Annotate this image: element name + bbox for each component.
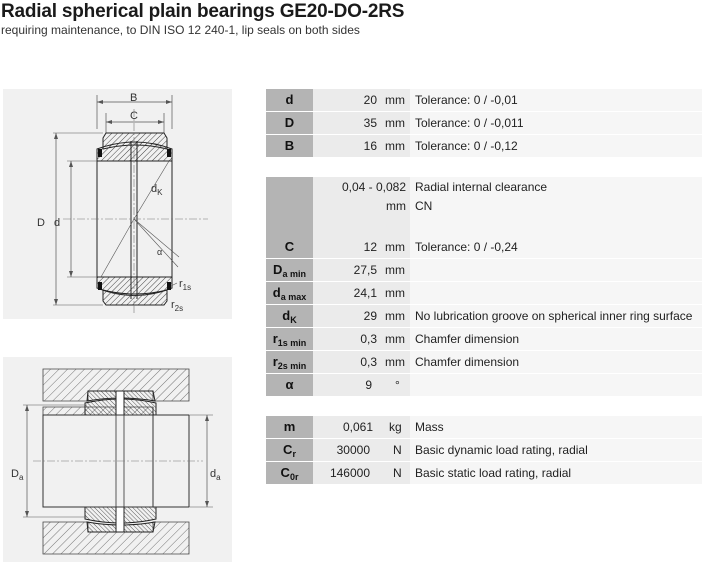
label-da: $d_a$ (210, 468, 221, 482)
spec-row-m (266, 416, 702, 438)
spec-desc: Chamfer dimension (410, 351, 702, 373)
spec-desc: No lubrication groove on spherical inner ring surface (410, 305, 702, 327)
spec-desc: Tolerance: 0 / -0,12 (410, 135, 702, 157)
spec-row-Da-min (266, 259, 702, 281)
spec-row-D (266, 112, 702, 134)
spec-key: $C_{0r}$ (266, 462, 313, 484)
spec-desc-class: CN (415, 199, 433, 213)
spec-key: $C_r$ (266, 439, 313, 461)
spec-key: B (266, 135, 313, 157)
spec-row-C (266, 236, 702, 258)
label-alpha: α (157, 247, 163, 257)
page-title: Radial spherical plain bearings GE20-DO-2RS (1, 1, 405, 22)
label-Da: $D_a$ (11, 468, 24, 482)
mounting-dimensions-drawing (3, 357, 232, 562)
label-B: B (130, 92, 138, 104)
spec-unit: mm (386, 199, 406, 213)
spec-value: 0,04 - 0,082 (341, 180, 406, 194)
page-subtitle: requiring maintenance, to DIN ISO 12 240-1, lip seals on both sides (1, 23, 360, 37)
spec-unit: mm (385, 139, 405, 153)
spec-key: D (266, 112, 313, 134)
spec-key: C (266, 236, 313, 258)
spec-desc: Basic static load rating, radial (410, 462, 702, 484)
label-r1s: $r_{1s}$ (179, 278, 192, 292)
spec-value: 20 (363, 93, 377, 107)
spec-row-r2s-min (266, 351, 702, 373)
spec-key: $D_{a min}$ (266, 259, 313, 281)
spec-value: 9 (365, 378, 372, 392)
spec-desc (410, 259, 702, 281)
bearing-section-drawing (3, 89, 232, 319)
spec-key: $d_{a max}$ (266, 282, 313, 304)
spec-value: 29 (363, 309, 377, 323)
spec-desc (410, 374, 702, 396)
spec-value: 24,1 (353, 286, 377, 300)
spec-unit: kg (389, 420, 402, 434)
spec-desc: Chamfer dimension (410, 328, 702, 350)
spec-unit: mm (385, 93, 405, 107)
spec-key: d (266, 89, 313, 111)
spec-key: m (266, 416, 313, 438)
spec-unit: mm (385, 355, 405, 369)
spec-unit: mm (385, 240, 405, 254)
label-d: d (54, 217, 61, 229)
spec-row-alpha (266, 374, 702, 396)
label-C: C (130, 110, 138, 122)
spec-row-B (266, 135, 702, 157)
spec-desc: Mass (410, 416, 702, 438)
spec-unit: mm (385, 332, 405, 346)
spec-value: 16 (363, 139, 377, 153)
spec-unit: ° (395, 378, 400, 392)
spec-row-d (266, 89, 702, 111)
label-dK: $d_K$ (151, 183, 163, 197)
spec-value: 0,3 (360, 355, 377, 369)
spec-row-Cr (266, 439, 702, 461)
spec-unit: mm (385, 286, 405, 300)
spec-desc: Tolerance: 0 / -0,011 (410, 112, 702, 134)
spec-desc: Basic dynamic load rating, radial (410, 439, 702, 461)
label-r2s: $r_{2s}$ (171, 299, 184, 313)
spec-row-da-max (266, 282, 702, 304)
spec-value: 0,061 (342, 420, 373, 434)
spec-row-clearance (266, 177, 702, 236)
spec-value: 35 (363, 116, 377, 130)
spec-desc: Tolerance: 0 / -0,01 (410, 89, 702, 111)
spec-unit: N (393, 466, 402, 480)
spec-value: 27,5 (353, 263, 377, 277)
spec-key: $r_{2s min}$ (266, 351, 313, 373)
spec-row-dK (266, 305, 702, 327)
spec-value: 0,3 (360, 332, 377, 346)
spec-unit: mm (385, 309, 405, 323)
spec-unit: N (393, 443, 402, 457)
spec-key: $r_{1s min}$ (266, 328, 313, 350)
spec-key: α (266, 374, 313, 396)
spec-value: 12 (363, 240, 377, 254)
label-D: D (37, 217, 45, 229)
spec-value: 146000 (329, 466, 370, 480)
spec-value: 30000 (336, 443, 370, 457)
spec-desc: Radial internal clearance (415, 180, 548, 194)
spec-row-r1s-min (266, 328, 702, 350)
spec-desc (410, 282, 702, 304)
spec-desc: Tolerance: 0 / -0,24 (410, 236, 702, 258)
spec-unit: mm (385, 263, 405, 277)
spec-key: $d_K$ (266, 305, 313, 327)
spec-row-C0r (266, 462, 702, 484)
spec-unit: mm (385, 116, 405, 130)
